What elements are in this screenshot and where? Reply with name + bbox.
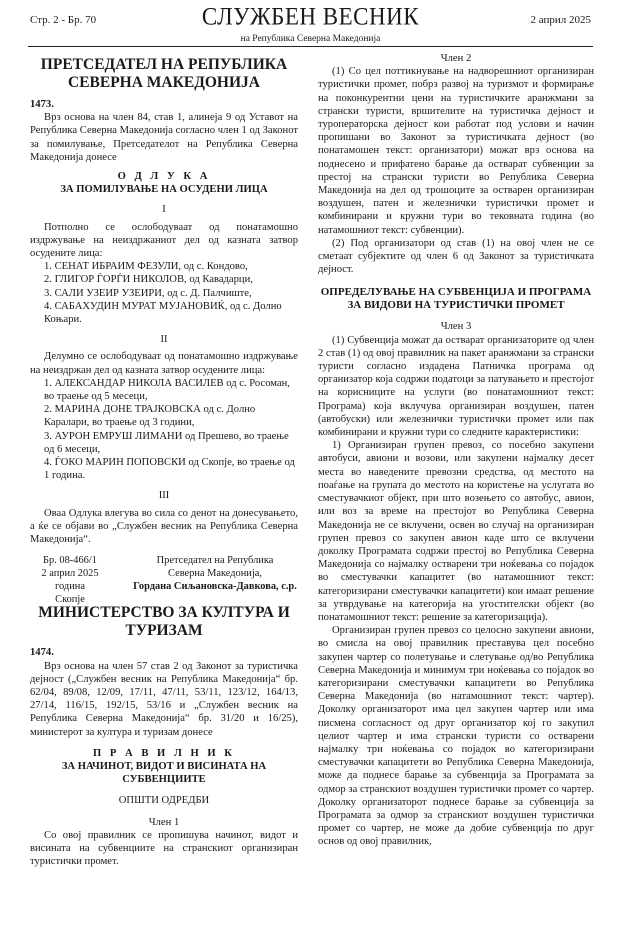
article-3-para-1: (1) Субвенција можат да остварат организаторите од член 2 став (1) од овој правилник на пакет аранжмани за странски туристи согласно издадена Патничка програма од организатор која содржи податоци за патувањето и престојот на корисниците на услуги (во понатамошниот текст: Програма) која вклучува организиран воздушен, патен (автобуски) или железнички туристички промет или пак комбинирани и кружни тури со следните карактеристики: [318, 334, 594, 439]
signature-block [30, 554, 298, 606]
signatory-name: Гордана Сиљановска-Давкова, с.р. [133, 581, 297, 593]
full-pardon-list [30, 260, 298, 326]
decision-subtitle: ЗА ПОМИЛУВАЊЕ НА ОСУДЕНИ ЛИЦА [60, 184, 268, 196]
list-item: 3. САЛИ УЗЕИР УЗЕИРИ, од с. Д. Палчиште, [44, 287, 252, 299]
article-1-text: Со овој правилник се пропишува начинот, видот и висината на субвенциите на странскиот организиран туристички промет. [30, 829, 298, 868]
ministry-heading-line2: ТУРИЗАМ [125, 622, 203, 640]
ministry-heading-line1: МИНИСТЕРСТВО ЗА КУЛТУРА И [38, 604, 290, 622]
signatory-title: Претседател на Република [156, 555, 274, 567]
chapter-heading-line1: ОПРЕДЕЛУВАЊЕ НА СУБВЕНЦИЈА И ПРОГРАМА [320, 286, 592, 299]
general-provisions-heading: ОПШТИ ОДРЕДБИ [118, 795, 210, 807]
list-item: 1. АЛЕКСАНДАР НИКОЛА ВАСИЛЕВ од с. Росоман, во траење од 5 месеци, [44, 377, 290, 403]
rulebook-subtitle-line1: ЗА НАЧИНОТ, ВИДОТ И ВИСИНАТА НА [61, 760, 267, 772]
rulebook-preamble: Врз основа на член 57 став 2 од Законот за туристичка дејност („Службен весник на Република Македонија“ бр. 62/04, 89/08, 12/09, 17/11, 47/11, 53/11, 123/12, 164/13, 27/14, 116/15, 192/15, 53/16 и „Службен весник на Република Северна Македонија“ бр. 31/20 и 16/25), министерот за култура и туризам донесе [30, 660, 298, 738]
article-2-para-1: (1) Со цел поттикнување на надворешниот организиран туристички промет, побрз развој на туризмот и формирање на поконкурентни цени на туристичките аранжмани за странски туристи, вршителите на туристичка дејност и туроператорска дејност кои работат под услови и начин пропишани во Законот за туристичката дејност (во понатамошен текст: организатори) можат врз основа на поднесено и прифатено барање да остварат субвенции за престој на странски туристи во Република Северна Македонија на дел од трошоците за остварен организиран воздушен, патен и железнички туристички промет и комбинирани и кружни тури во тековната година (во натамошниот текст: субвенции). [318, 66, 594, 236]
article-3-para-2: 1) Организиран групен превоз, со посебно закупени автобуси, авиони и возови, или закупени најмалку десет места во наведените превозни средства, од местото на поаѓање на групата до местото на користење на услугата во сместувачкиот објект, при што возењето со автобус, авион, или воз за време на престојот во Република Северна Македонија не се вклучени, освен во случај на организиран групен превоз со закупен авион каде што се вклучени доколку Програмата содржи престој во Република Северна Македонија со најмалку остварени три ноќевања со појадок во сместувачки капацитет (во натамошниот текст: категоризирани сместувачки капацитети) кои имаат решение за утврдување на категорија на угостителски објект (во понатамошниот текст: решение за категоризација). [318, 440, 594, 623]
list-item: 3. АУРОН ЕМРУШ ЛИМАНИ од Прешево, во траење од 6 месеци, [44, 430, 289, 455]
list-item: 2. ГЛИГОР ЃОРЃИ НИКОЛОВ, од Кавадарци, [44, 274, 253, 286]
chapter-heading-line2: ЗА ВИДОВИ НА ТУРИСТИЧКИ ПРОМЕТ [347, 299, 565, 312]
decision-preamble: Врз основа на член 84, став 1, алинеја 9 од Уставот на Република Северна Македонија согласно член 1 од Законот за помилување, Претседателот на Република Северна Македонија донесе [30, 112, 298, 163]
rulebook-title: П Р А В И Л Н И К [93, 747, 235, 759]
section-roman-3: III [158, 490, 170, 502]
article-2-para-2: (2) Под организатори од став (1) на овој член не се сметаат субјектите од член 6 од Законот за туристичката дејност. [318, 237, 594, 276]
item-number-1473: 1473. [30, 99, 54, 110]
section-3-text: Оваа Одлука влегува во сила со денот на донесувањето, а ќе се објави во „Службен весник на Република Северна Македонија“. [30, 507, 298, 546]
list-item: 2. МАРИНА ДОНЕ ТРАЈКОВСКА од с. Долно Каралари, во траење од 3 години, [44, 404, 256, 429]
header-rule [28, 46, 593, 47]
item-number-1474: 1474. [30, 647, 54, 659]
section-roman-1: I [162, 204, 166, 216]
section-1-text: Потполно се ослободуваат од понатамошно издржување на неиздржаниот дел од казната затвор осудените лица: [30, 221, 298, 260]
page-header [0, 0, 621, 50]
reference-place: Скопје [55, 594, 85, 606]
article-2-heading: Член 2 [440, 53, 472, 64]
issue-date: 2 април 2025 [530, 14, 591, 26]
article-1-heading: Член 1 [148, 816, 180, 828]
gazette-title: СЛУЖБЕН ВЕСНИК [201, 2, 420, 31]
reference-block [30, 554, 110, 606]
signatory-country: Северна Македонија, [168, 568, 262, 580]
article-3-para-3: Организиран групен превоз со целосно закупени авиони, во смисла на овој правилник преставува цел посебно закупен чартер со полетување и слетување од/во Република Северна Македонија и минимум три ноќевања со појадок во категоризирани сместувачки капацитети во Република Северна Македонија (во натамошниот текст: чартер). Доколку организаторот има цел закупен чартер или има писмена согласност од друг организатор кој го закупил целиот чартер и има странски туристи со остварени најмалку три ноќевања со појадок во категоризирани сместувачки капацитети во Република Северна Македонија, може да поднесе барање за субвенција за Програмата за одмор за странскиот воздушен туристички промет со чартер. Доколку организаторот поднесе барање за субвенција за Програмата за одмор за странскиот воздушен туристички промет со чартер, не може да добие субвенција по друг основ од овој правилник, [318, 625, 594, 848]
section-roman-2: II [160, 334, 168, 346]
list-item: 1. СЕНАТ ИБРАИМ ФЕЗУЛИ, од с. Кондово, [44, 261, 248, 273]
right-column [318, 52, 594, 849]
article-3-heading: Член 3 [440, 321, 472, 333]
signatory-block [130, 554, 300, 593]
rulebook-subtitle-line2: СУБВЕНЦИИТЕ [122, 774, 206, 786]
decision-title: О Д Л У К А [117, 171, 211, 183]
list-item: 4. САБАХУДИН МУРАТ МУЈАНОВИЌ, од с. Долно Коњари. [44, 300, 282, 326]
gazette-subtitle: на Република Северна Македонија [240, 34, 381, 44]
president-heading-line1: ПРЕТСЕДАТЕЛ НА РЕПУБЛИКА [40, 56, 288, 73]
section-2-text: Делумно се ослободуваат од понатамошно издржување на неиздржан дел од казната затвор осудените лица: [30, 351, 298, 376]
list-item: 4. ЃОКО МАРИН ПОПОВСКИ од Скопје, во траење од 1 година. [44, 457, 295, 482]
partial-pardon-list [30, 377, 298, 483]
left-column [30, 52, 298, 868]
reference-number: Бр. 08-466/1 [43, 555, 97, 567]
page-number: Стр. 2 - Бр. 70 [30, 14, 97, 26]
president-heading-line2: СЕВЕРНА МАКЕДОНИЈА [68, 74, 260, 91]
reference-date: 2 април 2025 година [41, 568, 99, 593]
